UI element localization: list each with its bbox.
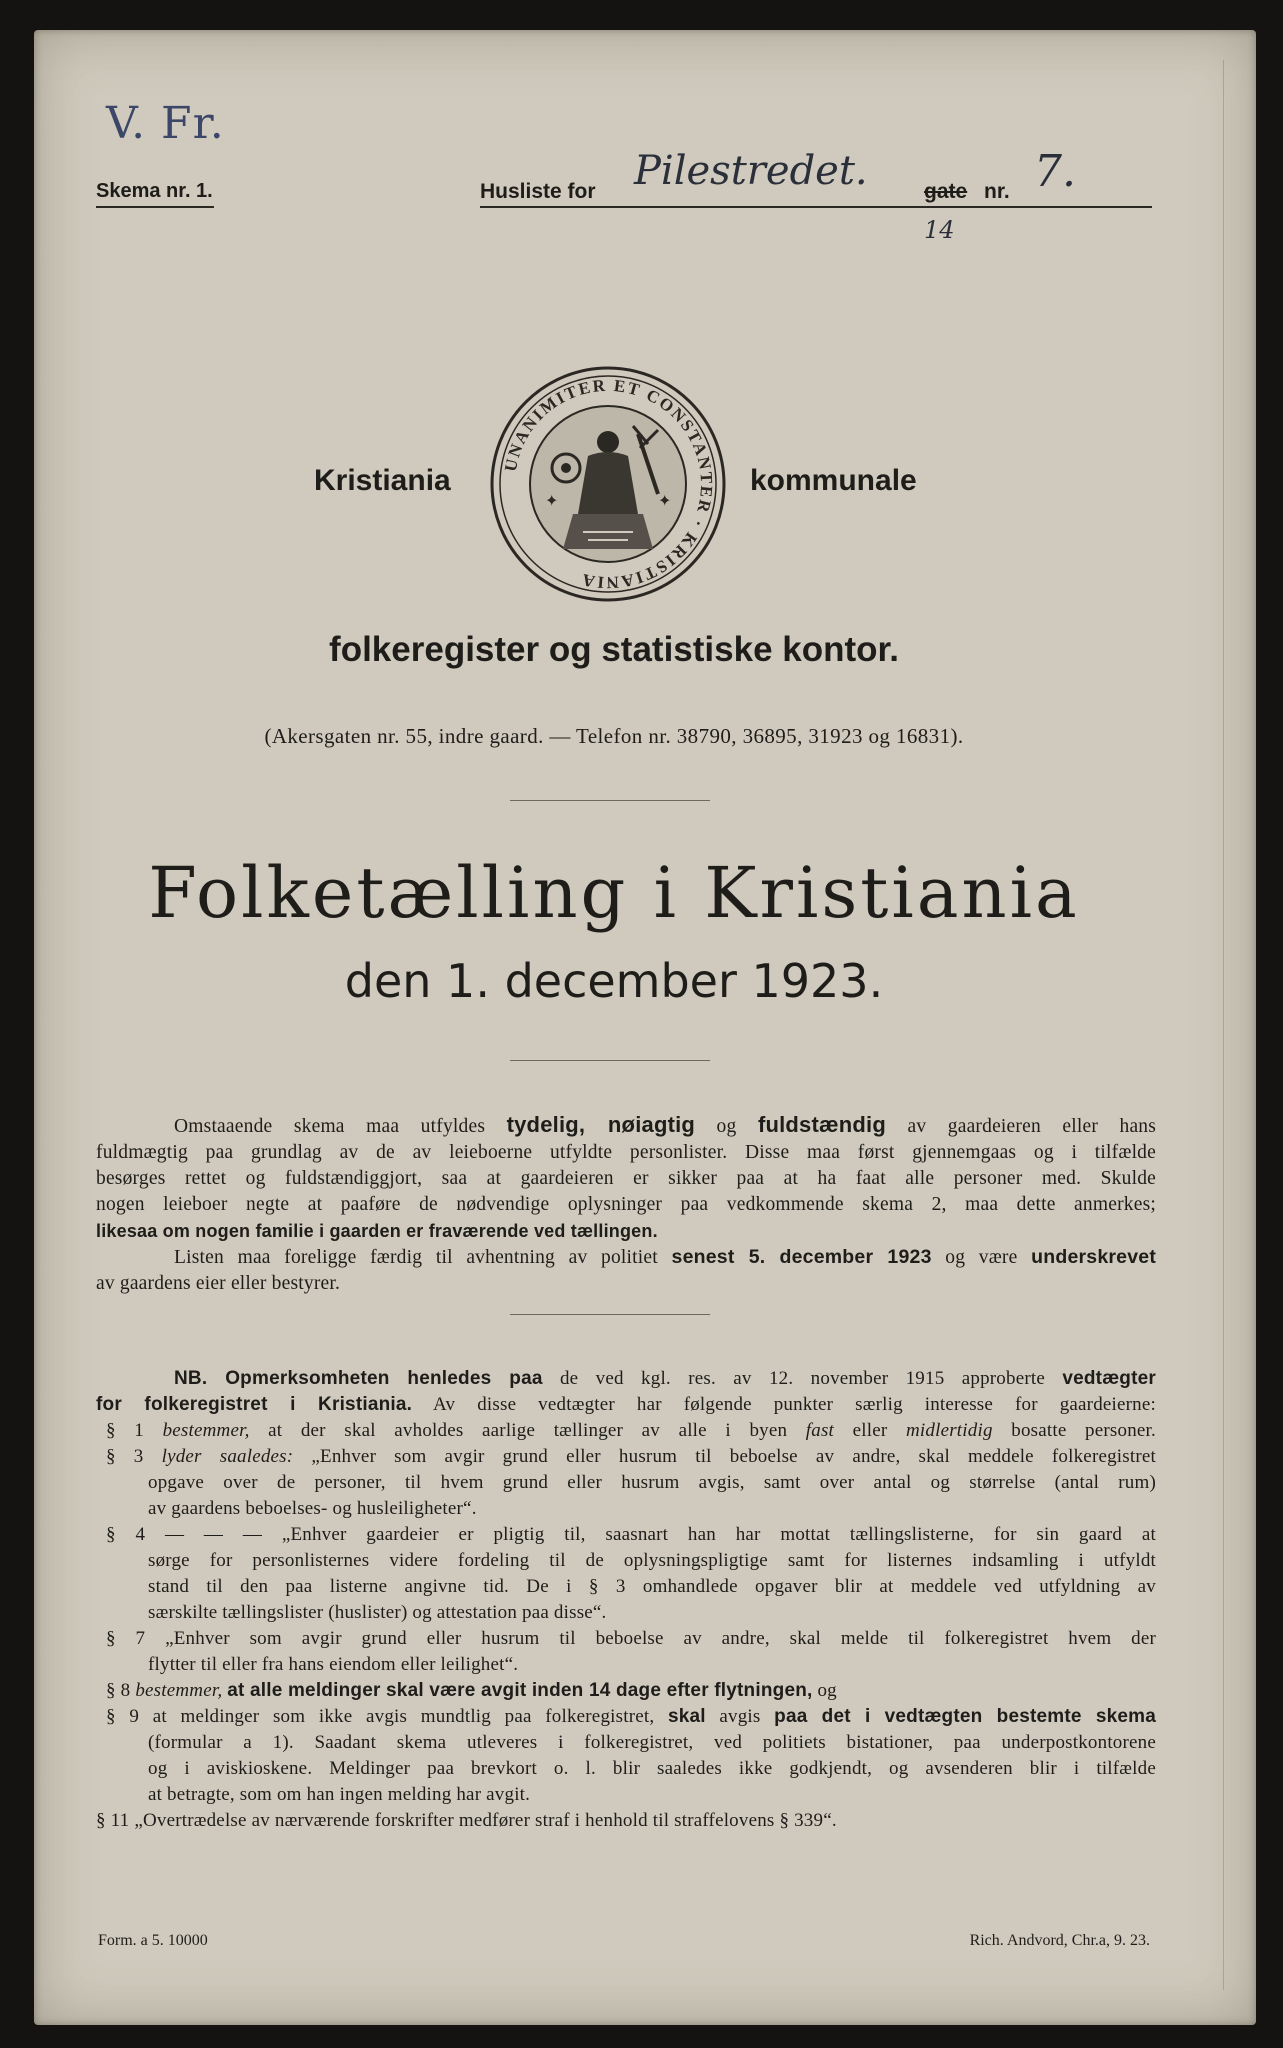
office-subtitle: folkeregister og statistiske kontor. bbox=[329, 630, 899, 669]
census-title: Folketælling i Kristiania bbox=[148, 852, 1080, 934]
nb-line: opgave over de personer, til hvem grund eller husrum avgis, samt over antal og størrelse (antal rum) bbox=[148, 1472, 1156, 1493]
instructions-line: likesaa om nogen familie i gaarden er fraværende ved tællingen. bbox=[96, 1221, 658, 1241]
street-name[interactable]: Pilestredet. bbox=[634, 148, 868, 194]
form-number-underline bbox=[96, 206, 214, 208]
husliste-underline bbox=[480, 206, 1152, 208]
nb-line: § 3 lyder saaledes: „Enhver som avgir grund eller husrum til beboelse av andre, skal meddele folkeregistret bbox=[106, 1446, 1156, 1467]
divider-2 bbox=[510, 1060, 710, 1061]
nb-line: særskilte tællingslister (huslister) og attestation paa disse“. bbox=[148, 1602, 607, 1623]
instructions-line: nogen leieboer negte at paaføre de nødvendige oplysninger paa vedkommende skema 2, maa dette anmerkes; bbox=[96, 1194, 1156, 1215]
svg-text:✦: ✦ bbox=[545, 493, 559, 510]
instructions-line: fuldmægtig paa grundlag av de av leieboerne utfyldte personlister. Disse maa først gjennemgaas og i tilfælde bbox=[96, 1142, 1156, 1163]
nb-line: stand til den paa listerne angivne tid. De i § 3 omhandlede opgaver blir at meddele ved utfyldning av bbox=[148, 1576, 1156, 1597]
nr-label: nr. bbox=[984, 180, 1010, 203]
nb-line: § 8 bestemmer, at alle meldinger skal være avgit inden 14 dage efter flytningen, og bbox=[106, 1680, 837, 1701]
city-seal-icon bbox=[488, 364, 728, 604]
instructions-line: Omstaaende skema maa utfyldes tydelig, nøiagtig og fuldstændig av gaardeieren eller hans bbox=[174, 1112, 1157, 1137]
office-mark: V. Fr. bbox=[106, 98, 225, 149]
gate-label: gate bbox=[924, 180, 968, 203]
instructions-line: Listen maa foreligge færdig til avhentning av politiet senest 5. december 1923 og være underskrevet bbox=[174, 1246, 1157, 1268]
svg-text:UNANIMITER ET CONSTANTER · KRI: UNANIMITER ET CONSTANTER · KRISTIANIA bbox=[500, 375, 717, 593]
nb-line: (formular a 1). Saadant skema utleveres i folkeregistret, ved politiets bistationer, paa underpostkontorene bbox=[148, 1732, 1156, 1753]
sub-number[interactable]: 14 bbox=[924, 216, 955, 244]
census-date: den 1. december 1923. bbox=[344, 954, 884, 1008]
nb-line: sørge for personlisternes videre fordeling til de oplysningspligtige samt for listernes indsamling i utfyldt bbox=[148, 1550, 1156, 1571]
office-address: (Akersgaten nr. 55, indre gaard. — Telefon nr. 38790, 36895, 31923 og 16831). bbox=[264, 724, 964, 748]
nb-line: § 1 bestemmer, at der skal avholdes aarlige tællinger av alle i byen fast eller midlertidig bosatte personer. bbox=[106, 1420, 1156, 1441]
divider-3 bbox=[510, 1314, 710, 1315]
footer-form-number: Form. a 5. 10000 bbox=[98, 1932, 208, 1949]
nb-line: at betragte, som om han ingen melding har avgit. bbox=[148, 1784, 531, 1805]
document-page bbox=[34, 30, 1256, 2025]
instructions-line: besørges rettet og fuldstændiggjort, saa at gaardeieren er sikker paa at ha faat alle personer med. Skulde bbox=[96, 1168, 1156, 1189]
nb-line: § 7 „Enhver som avgir grund eller husrum til beboelse av andre, skal melde til folkeregistret hvem der bbox=[106, 1628, 1156, 1649]
form-number: Skema nr. 1. bbox=[96, 180, 213, 202]
instructions-line: av gaardens eier eller bestyrer. bbox=[96, 1273, 341, 1294]
office-name-right: kommunale bbox=[750, 464, 917, 497]
nb-line: av gaardens beboelses- og husleiligheter“. bbox=[148, 1498, 477, 1519]
nb-line: NB. Opmerksomheten henledes paa de ved kgl. res. av 12. november 1915 approberte vedtægter bbox=[174, 1368, 1156, 1389]
house-number[interactable]: 7. bbox=[1034, 146, 1076, 197]
nb-line: for folkeregistret i Kristiania. Av disse vedtægter har følgende punkter særlig interesse for gaardeierne: bbox=[96, 1394, 1156, 1415]
footer-printer: Rich. Andvord, Chr.a, 9. 23. bbox=[969, 1932, 1150, 1949]
divider-1 bbox=[510, 800, 710, 801]
office-name-left: Kristiania bbox=[314, 464, 451, 497]
nb-line: § 9 at meldinger som ikke avgis mundtlig paa folkeregistret, skal avgis paa det i vedtægten bestemte skema bbox=[106, 1706, 1157, 1727]
nb-line: flytter til eller fra hans eiendom eller leilighet“. bbox=[148, 1654, 519, 1675]
nb-line: § 11 „Overtrædelse av nærværende forskrifter medfører straf i henhold til straffelovens § 339“. bbox=[96, 1810, 837, 1831]
nb-section bbox=[96, 1366, 1156, 1834]
svg-text:✦: ✦ bbox=[658, 493, 672, 510]
husliste-label: Husliste for bbox=[480, 180, 596, 203]
nb-line: og i aviskioskene. Meldinger paa brevkort o. l. blir saaledes ikke godkjendt, og avsenderen blir i tilfælde bbox=[148, 1758, 1156, 1779]
nb-line: § 4 — — — „Enhver gaardeier er pligtig til, saasnart han har mottat tællingslisterne, for sin gaard at bbox=[106, 1524, 1156, 1545]
instructions-paragraph bbox=[96, 1112, 1156, 1297]
